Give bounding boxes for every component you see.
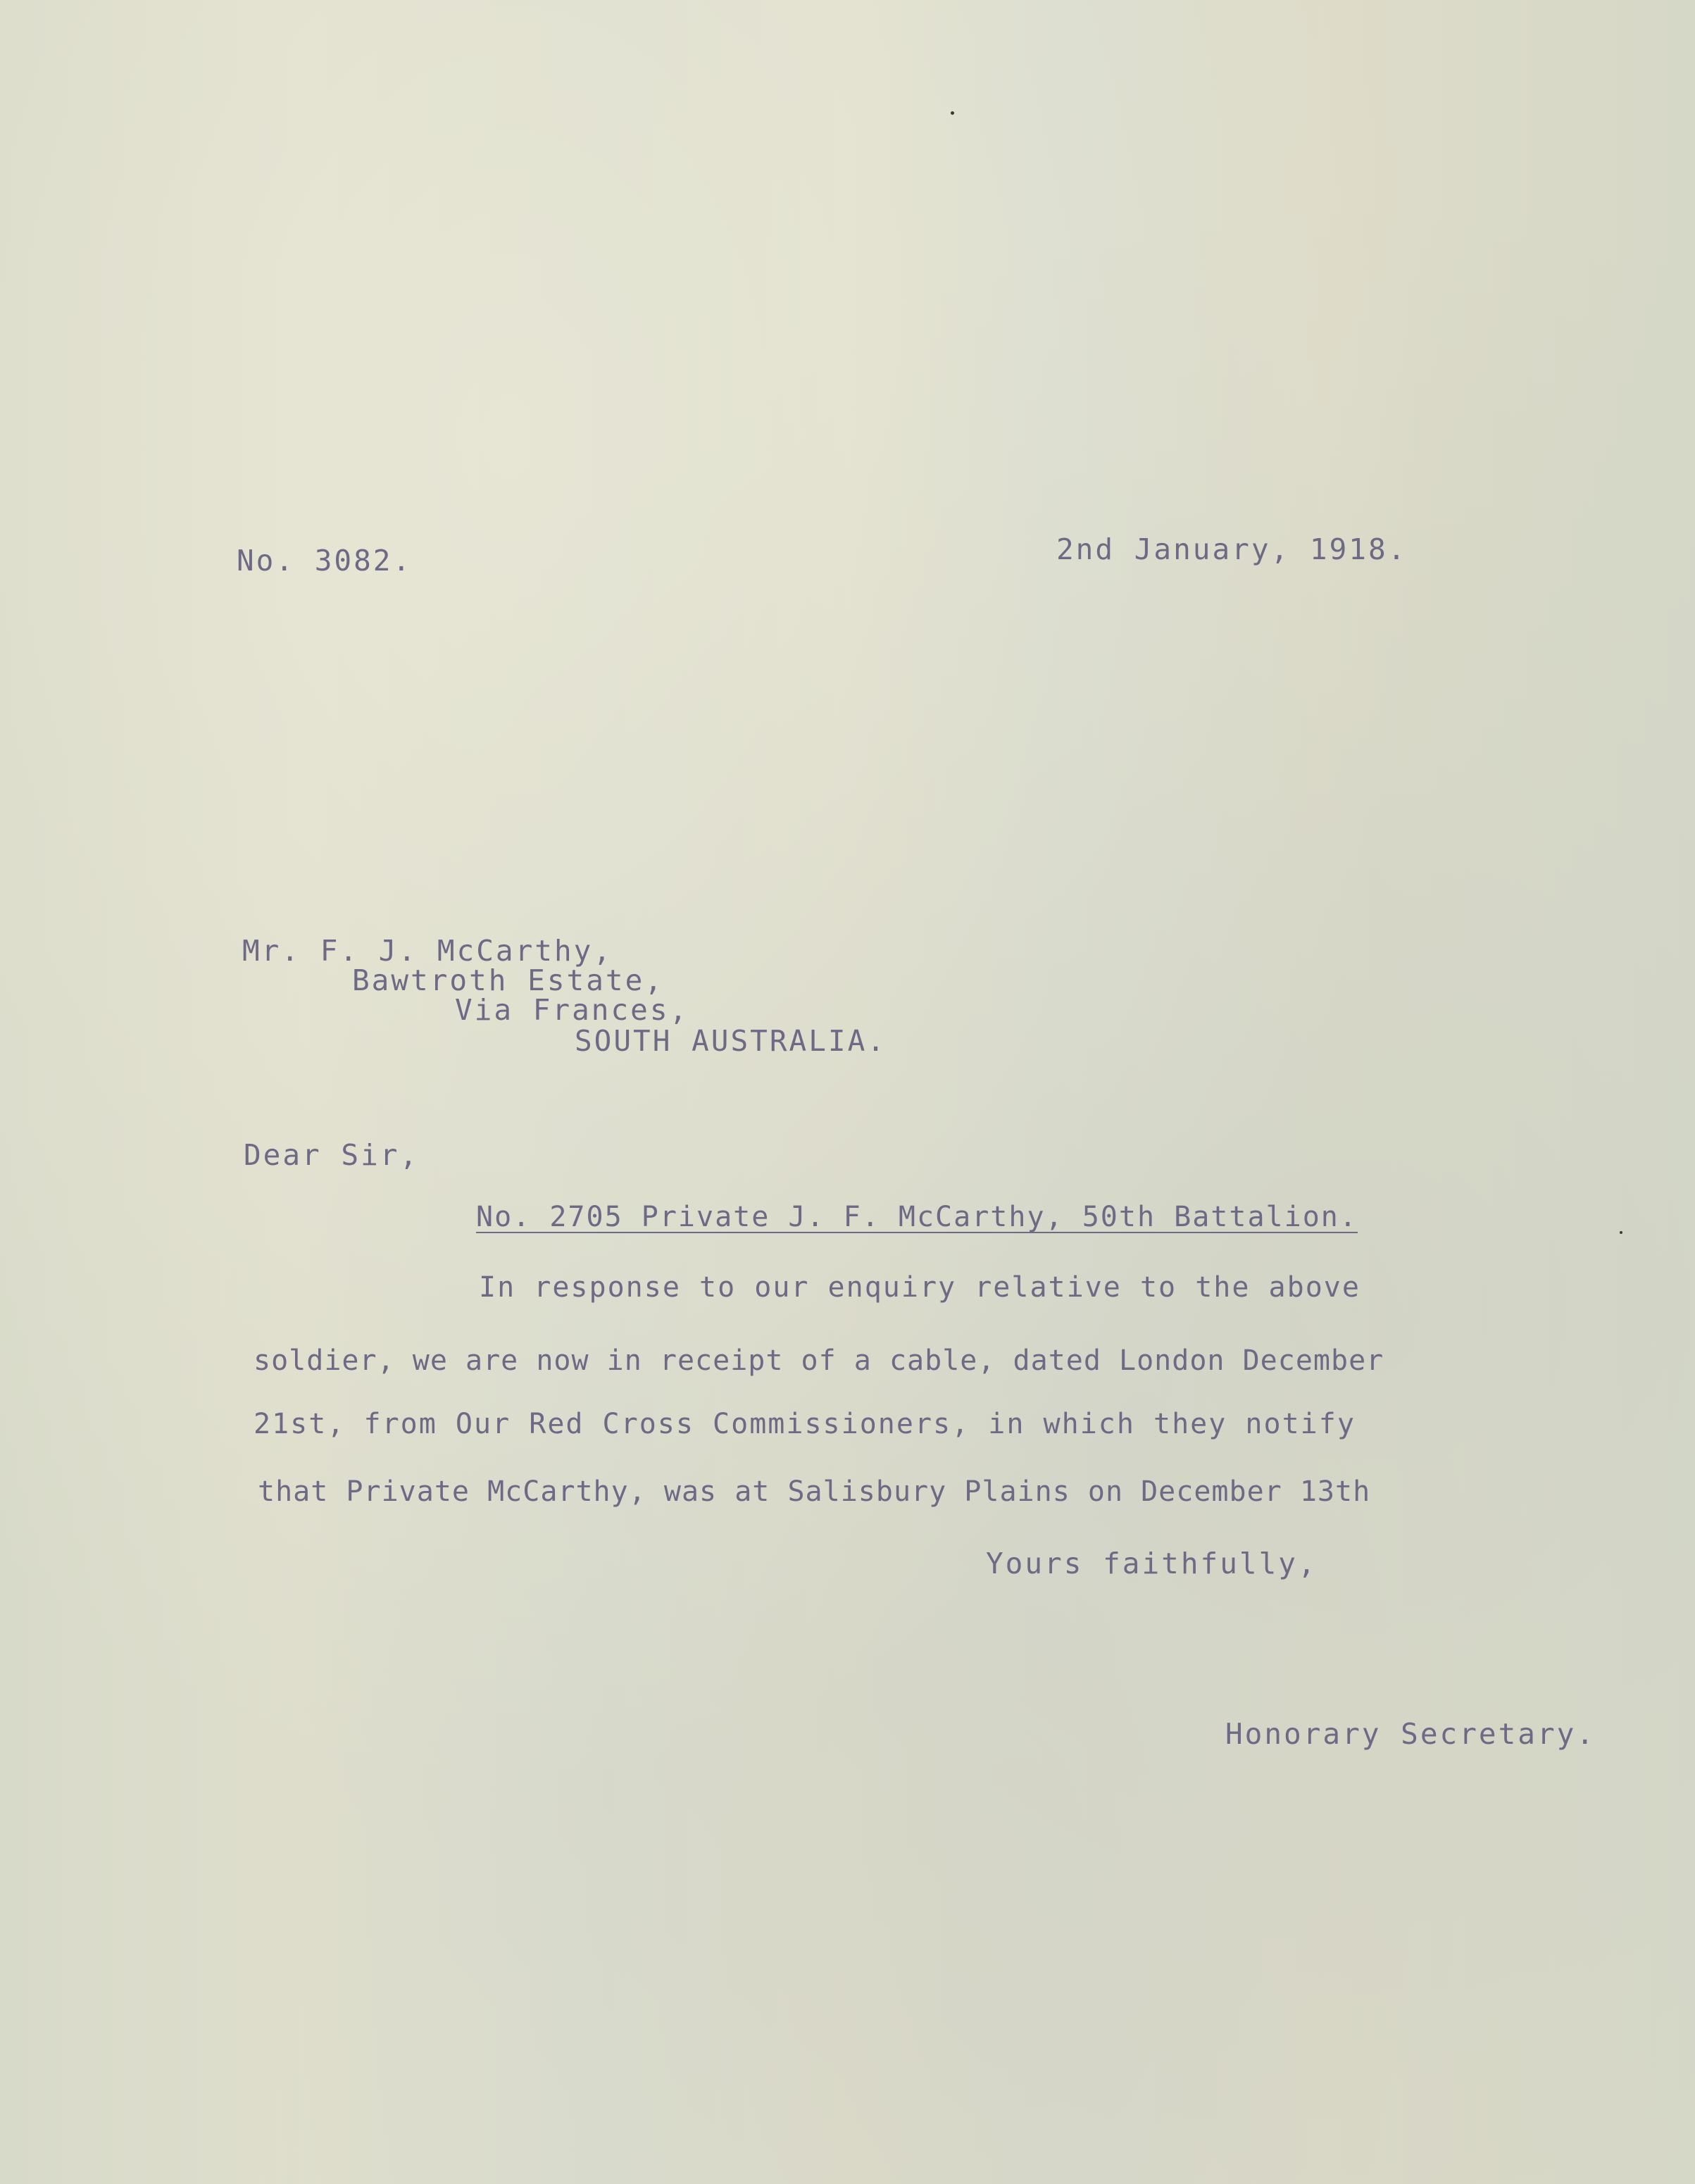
paper-speck (951, 111, 954, 115)
body-line-2: soldier, we are now in receipt of a cable, dated London December (254, 1344, 1384, 1377)
closing: Yours faithfully, (986, 1547, 1318, 1580)
subject-line: No. 2705 Private J. F. McCarthy, 50th Battalion. (476, 1201, 1358, 1233)
addressee-name: Mr. F. J. McCarthy, (242, 934, 613, 968)
salutation: Dear Sir, (244, 1138, 420, 1172)
addressee-town: Via Frances, (455, 993, 689, 1027)
body-line-1: In response to our enquiry relative to the above (479, 1271, 1361, 1304)
paper-speck (1620, 1231, 1622, 1234)
reference-number: No. 3082. (237, 544, 413, 578)
letter-date: 2nd January, 1918. (1056, 532, 1408, 566)
addressee-estate: Bawtroth Estate, (352, 963, 664, 997)
signature-title: Honorary Secretary. (1225, 1717, 1596, 1751)
addressee-state: SOUTH AUSTRALIA. (575, 1024, 887, 1058)
body-line-3: 21st, from Our Red Cross Commissioners, in which they notify (254, 1408, 1356, 1440)
body-line-4: that Private McCarthy, was at Salisbury Plains on December 13th (258, 1475, 1371, 1508)
